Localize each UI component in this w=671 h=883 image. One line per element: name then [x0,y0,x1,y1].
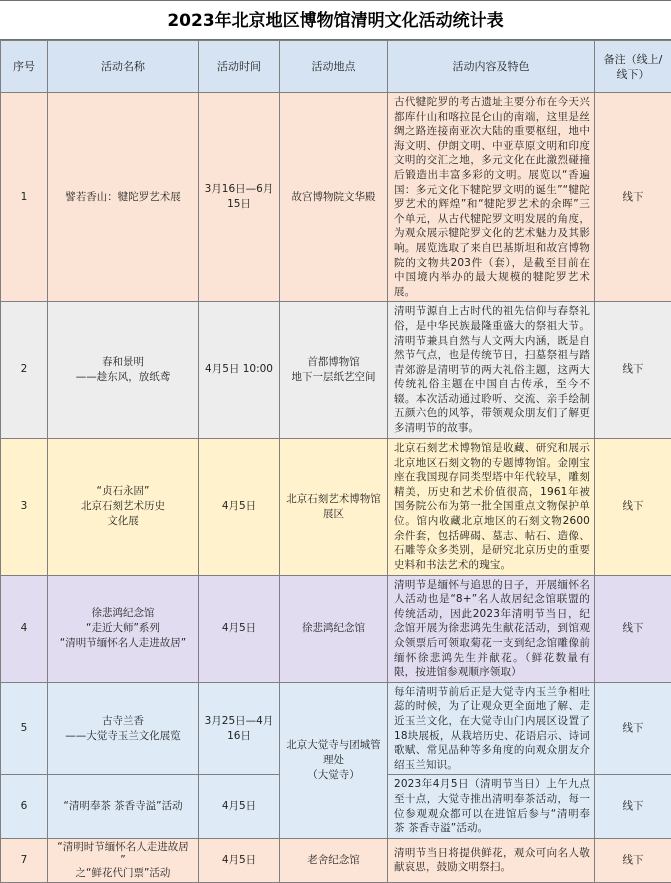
cell-no: 1 [1,93,48,302]
cell-time: 3月16日—6月15日 [199,93,280,302]
cell-time: 4月5日 [199,775,280,838]
cell-content: 清明节源自上古时代的祖先信仰与春祭礼俗，是中华民族最隆重盛大的祭祖大节。清明节兼具自然与人文两大内涵，既是自然节气点，也是传统节日，扫墓祭祖与踏青郊游是清明节的两大礼俗主题，这两大传统礼俗主题在中国自古传承，至今不辍。本次活动通过聆听、交流、亲手绘制五颜六色的风筝，带领观众朋友们了解更多清明节的故事。 [388,302,595,438]
cell-name: 春和景明 ——趁东风，放纸鸢 [48,302,199,438]
cell-place: 故宫博物院文华殿 [280,93,388,302]
cell-note: 线下 [595,682,671,775]
table-row [1,575,671,682]
cell-content: 北京石刻艺术博物馆是收藏、研究和展示北京地区石刻文物的专题博物馆。金刚宝座在我国现存同类型塔中年代较早，雕刻精美，历史和艺术价值很高，1961年被国务院公布为第一批全国重点文物保护单位。馆内收藏北京地区的石刻文物2600余件套，包括碑碣、墓志、帖石、造像、石雕等众多类别，是研究北京历史的重要史料和书法艺术的瑰宝。 [388,438,595,575]
table-row [1,93,671,302]
header-no: 序号 [1,41,48,93]
cell-note: 线下 [595,838,671,882]
cell-no: 6 [1,775,48,838]
cell-content: 古代犍陀罗的考古遗址主要分布在今天兴都库什山和喀拉昆仑山的南端，这里是丝绸之路连接南亚次大陆的重要枢纽，地中海文明、伊朗文明、中亚草原文明和印度文明的交汇之地，多元文化在此激烈碰撞后锻造出丰富多彩的文明。展览以“香遍国：多元文化下犍陀罗文明的诞生”“犍陀罗艺术的辉煌”和“犍陀罗艺术的余晖”三个单元，从古代犍陀罗文明发展的角度，为观众展示犍陀罗文化的艺术魅力及其影响。展览选取了来自巴基斯坦和故宫博物院的文物共203件（套），是截至目前在中国境内举办的最大规模的犍陀罗艺术展。 [388,93,595,302]
table-row [1,838,671,882]
activity-table [0,40,671,883]
cell-time: 4月5日 [199,438,280,575]
cell-no: 7 [1,838,48,882]
header-place: 活动地点 [280,41,388,93]
cell-time: 4月5日 [199,838,280,882]
header-name: 活动名称 [48,41,199,93]
cell-time: 4月5日 10:00 [199,302,280,438]
table-title: 2023年北京地区博物馆清明文化活动统计表 [0,0,671,40]
cell-name: 譬若香山：犍陀罗艺术展 [48,93,199,302]
cell-place: 徐悲鸿纪念馆 [280,575,388,682]
table-row [1,302,671,438]
cell-note: 线下 [595,438,671,575]
header-time: 活动时间 [199,41,280,93]
cell-place: 老舍纪念馆 [280,838,388,882]
cell-time: 4月5日 [199,575,280,682]
cell-note: 线下 [595,93,671,302]
cell-no: 4 [1,575,48,682]
header-content: 活动内容及特色 [388,41,595,93]
cell-name: 古寺兰香 ——大觉寺玉兰文化展览 [48,682,199,775]
cell-name: “清明时节缅怀名人走进故居 ” 之“鲜花代门票”活动 [48,838,199,882]
cell-content: 清明节当日将提供鲜花，观众可向名人敬献哀思，鼓励文明祭扫。 [388,838,595,882]
cell-no: 5 [1,682,48,775]
cell-place-merged: 北京大觉寺与团城管 理处 （大觉寺） [280,682,388,838]
cell-name: “清明奉茶 茶香寺溢”活动 [48,775,199,838]
cell-note: 线下 [595,775,671,838]
cell-time: 3月25日—4月16日 [199,682,280,775]
cell-name: 徐悲鸿纪念馆 “走近大师”系列 “清明节缅怀名人走进故居” [48,575,199,682]
table-row [1,682,671,775]
header-note: 备注（线上/ 线下） [595,41,671,93]
cell-name: “贞石永固” 北京石刻艺术历史 文化展 [48,438,199,575]
cell-content: 清明节是缅怀与追思的日子，开展缅怀名人活动也是“8+”名人故居纪念馆联盟的传统活动，因此2023年清明节当日，纪念馆开展为徐悲鸿先生献花活动，到馆观众领票后可领取菊花一支到纪念馆雕像前缅怀徐悲鸿先生并献花。（鲜花数量有限，按进馆参观顺序领取） [388,575,595,682]
cell-place: 首都博物馆 地下一层纸艺空间 [280,302,388,438]
cell-no: 3 [1,438,48,575]
cell-no: 2 [1,302,48,438]
cell-note: 线下 [595,575,671,682]
cell-content: 每年清明节前后正是大觉寺内玉兰争相吐蕊的时候，为了让观众更全面地了解、走近玉兰文化，在大觉寺山门内展区设置了18块展板，从栽培历史、花语启示、诗词歌赋、常见品种等多角度的向观众朋友介绍玉兰知识。 [388,682,595,775]
header-row [1,41,671,93]
cell-place: 北京石刻艺术博物馆 展区 [280,438,388,575]
cell-note: 线下 [595,302,671,438]
table-row [1,438,671,575]
cell-content: 2023年4月5日（清明节当日）上午九点至十点，大觉寺推出清明奉茶活动，每一位参观观众都可以在进馆后参与“清明奉茶 茶香寺溢”活动。 [388,775,595,838]
